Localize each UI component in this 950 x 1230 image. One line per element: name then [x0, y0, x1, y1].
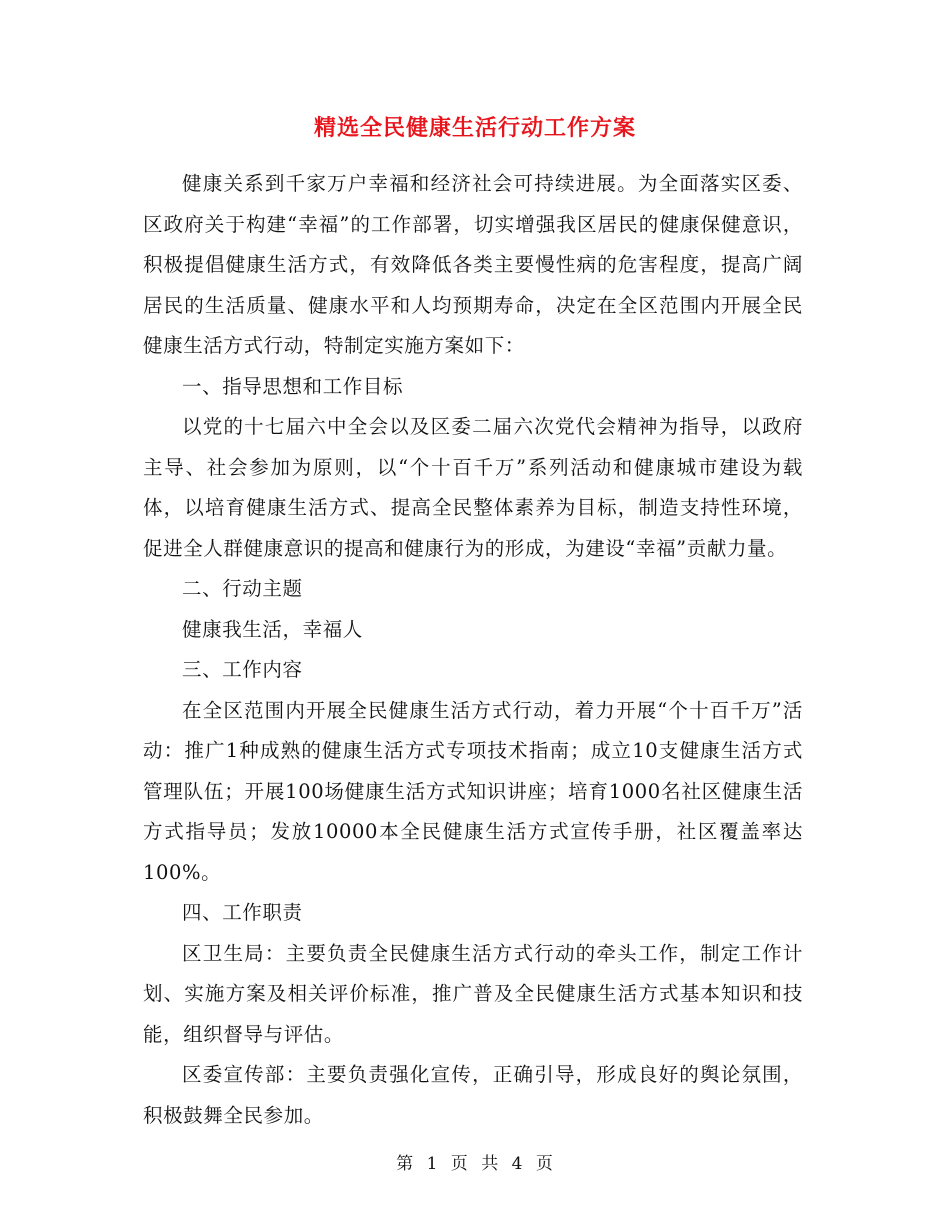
page-number-footer: 第 1 页 共 4 页	[396, 1154, 554, 1174]
heading-guiding-ideology: 一、指导思想和工作目标	[182, 374, 404, 398]
document-title: 精选全民健康生活行动工作方案	[313, 115, 636, 141]
heading-action-theme: 二、行动主题	[182, 577, 303, 600]
heading-responsibilities: 四、工作职责	[182, 901, 303, 924]
paragraph-intro: 健康关系到千家万户幸福和经济社会可持续进展。为全面落实区委、区政府关于构建“幸福”的工作部署，切实增强我区居民的健康保健意识，积极提倡健康生活方式，有效降低各类主要慢性病的危害程度，提高广阔居民的生活质量、健康水平和人均预期寿命，决定在全区范围内开展全民健康生活方式行动，特制定实施方案如下：	[143, 172, 803, 357]
heading-work-content: 三、工作内容	[182, 658, 303, 681]
paragraph-action-theme: 健康我生活，幸福人	[182, 617, 363, 641]
paragraph-work-content: 在全区范围内开展全民健康生活方式行动，着力开展“个十百千万”活动：推广1种成熟的健康生活方式专项技术指南；成立10支健康生活方式管理队伍；开展100场健康生活方式知识讲座；培育1000名社区健康生活方式指导员；发放10000本全民健康生活方式宣传手册，社区覆盖率达100%。	[143, 698, 803, 884]
document-body	[143, 164, 803, 1136]
paragraph-publicity-department: 区委宣传部：主要负责强化宣传，正确引导，形成良好的舆论氛围，积极鼓舞全民参加。	[143, 1063, 803, 1127]
paragraph-guiding-ideology: 以党的十七届六中全会以及区委二届六次党代会精神为指导，以政府主导、社会参加为原则，以“个十百千万”系列活动和健康城市建设为载体，以培育健康生活方式、提高全民整体素养为目标，制造支持性环境，促进全人群健康意识的提高和健康行为的形成，为建设“幸福”贡献力量。	[143, 415, 803, 560]
paragraph-health-bureau: 区卫生局：主要负责全民健康生活方式行动的牵头工作，制定工作计划、实施方案及相关评价标准，推广普及全民健康生活方式基本知识和技能，组织督导与评估。	[143, 941, 803, 1046]
